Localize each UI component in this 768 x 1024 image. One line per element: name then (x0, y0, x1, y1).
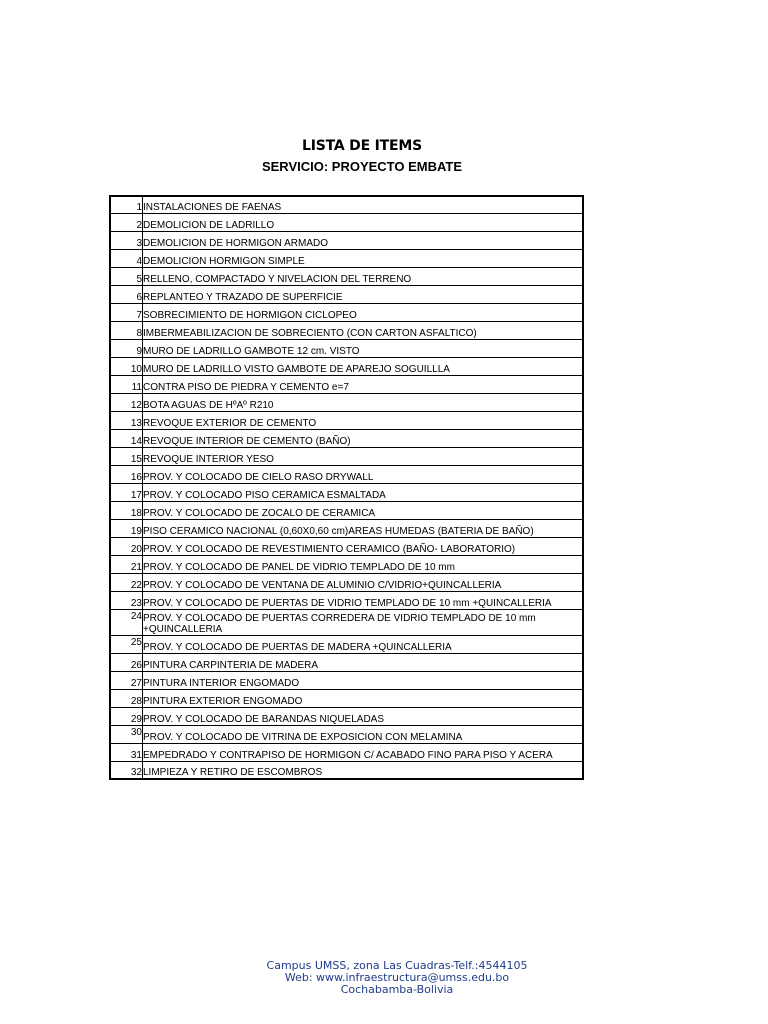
item-number: 31 (110, 743, 143, 761)
table-row (110, 519, 583, 537)
item-number: 2 (110, 213, 143, 231)
items-table-body (110, 196, 583, 779)
table-row (110, 671, 583, 689)
table-row (110, 357, 583, 375)
footer-address: Campus UMSS, zona Las Cuadras-Telf.:4544105 (266, 959, 528, 972)
item-description: REVOQUE INTERIOR DE CEMENTO (BAÑO) (143, 429, 584, 447)
item-description: SOBRECIMIENTO DE HORMIGON CICLOPEO (143, 303, 584, 321)
table-row (110, 267, 583, 285)
table-row (110, 555, 583, 573)
item-number: 17 (110, 483, 143, 501)
item-description: PROV. Y COLOCADO DE BARANDAS NIQUELADAS (143, 707, 584, 725)
table-row (110, 465, 583, 483)
item-number: 6 (110, 285, 143, 303)
table-row (110, 213, 583, 231)
item-description: PROV. Y COLOCADO DE VITRINA DE EXPOSICION CON MELAMINA (143, 725, 584, 743)
item-number: 12 (110, 393, 143, 411)
item-number: 4 (110, 249, 143, 267)
item-description: CONTRA PISO DE PIEDRA Y CEMENTO e=7 (143, 375, 584, 393)
item-number: 27 (110, 671, 143, 689)
page-title: LISTA DE ITEMS (302, 138, 422, 154)
footer-web: Web: www.infraestructura@umss.edu.bo (284, 971, 510, 984)
item-description: BOTA AGUAS DE HºAº R210 (143, 393, 584, 411)
table-row (110, 321, 583, 339)
item-number: 25 (110, 635, 143, 653)
item-description: PROV. Y COLOCADO DE PUERTAS CORREDERA DE VIDRIO TEMPLADO DE 10 mm +QUINCALLERIA (143, 609, 584, 635)
table-row (110, 375, 583, 393)
item-number: 15 (110, 447, 143, 465)
item-number: 10 (110, 357, 143, 375)
table-row (110, 447, 583, 465)
table-row (110, 501, 583, 519)
item-number: 1 (110, 196, 143, 213)
footer (0, 960, 768, 996)
item-number: 5 (110, 267, 143, 285)
table-row (110, 339, 583, 357)
item-number: 9 (110, 339, 143, 357)
item-description: PINTURA CARPINTERIA DE MADERA (143, 653, 584, 671)
item-number: 29 (110, 707, 143, 725)
item-description: REVOQUE INTERIOR YESO (143, 447, 584, 465)
item-number: 28 (110, 689, 143, 707)
table-row (110, 249, 583, 267)
page-subtitle: SERVICIO: PROYECTO EMBATE (261, 159, 463, 174)
item-number: 21 (110, 555, 143, 573)
item-description: MURO DE LADRILLO VISTO GAMBOTE DE APAREJO SOGUILLLA (143, 357, 584, 375)
table-row (110, 609, 583, 635)
table-row (110, 743, 583, 761)
item-description: PROV. Y COLOCADO DE REVESTIMIENTO CERAMICO (BAÑO- LABORATORIO) (143, 537, 584, 555)
item-description: DEMOLICION HORMIGON SIMPLE (143, 249, 584, 267)
item-number: 8 (110, 321, 143, 339)
item-description: INSTALACIONES DE FAENAS (143, 201, 282, 213)
table-row (110, 411, 583, 429)
table-row (110, 761, 583, 779)
item-description: PROV. Y COLOCADO DE CIELO RASO DRYWALL (143, 465, 584, 483)
item-description: PROV. Y COLOCADO DE ZOCALO DE CERAMICA (143, 501, 584, 519)
item-description: MURO DE LADRILLO GAMBOTE 12 cm. VISTO (143, 339, 584, 357)
item-number: 11 (110, 375, 143, 393)
item-description: DEMOLICION DE LADRILLO (143, 213, 584, 231)
item-number: 23 (110, 591, 143, 609)
item-number: 13 (110, 411, 143, 429)
item-number: 19 (110, 519, 143, 537)
item-number: 22 (110, 573, 143, 591)
item-description: PROV. Y COLOCADO DE PUERTAS DE MADERA +QUINCALLERIA (143, 635, 584, 653)
item-description: RELLENO, COMPACTADO Y NIVELACION DEL TERRENO (143, 267, 584, 285)
table-row (110, 707, 583, 725)
table-row (110, 393, 583, 411)
items-table (109, 195, 584, 780)
item-number: 24 (110, 609, 143, 635)
item-description: PROV. Y COLOCADO DE PANEL DE VIDRIO TEMPLADO DE 10 mm (143, 555, 584, 573)
item-description: PROV. Y COLOCADO PISO CERAMICA ESMALTADA (143, 483, 584, 501)
table-row (110, 689, 583, 707)
table-row (110, 591, 583, 609)
item-number: 30 (110, 725, 143, 743)
item-description: PINTURA EXTERIOR ENGOMADO (143, 689, 584, 707)
table-row (110, 303, 583, 321)
item-number: 20 (110, 537, 143, 555)
item-number: 32 (110, 761, 143, 779)
table-row (110, 537, 583, 555)
table-row (110, 573, 583, 591)
item-description: PROV. Y COLOCADO DE PUERTAS DE VIDRIO TEMPLADO DE 10 mm +QUINCALLERIA (143, 591, 584, 609)
table-row (110, 635, 583, 653)
table-row (110, 725, 583, 743)
table-row (110, 429, 583, 447)
table-row (110, 231, 583, 249)
item-description: LIMPIEZA Y RETIRO DE ESCOMBROS (143, 761, 584, 779)
item-description: PROV. Y COLOCADO DE VENTANA DE ALUMINIO C/VIDRIO+QUINCALLERIA (143, 573, 584, 591)
item-number: 3 (110, 231, 143, 249)
table-row (110, 653, 583, 671)
item-number: 14 (110, 429, 143, 447)
item-description: DEMOLICION DE HORMIGON ARMADO (143, 231, 584, 249)
table-row (110, 196, 583, 213)
item-number: 7 (110, 303, 143, 321)
item-number: 18 (110, 501, 143, 519)
footer-city: Cochabamba-Bolivia (340, 983, 454, 996)
item-description: EMPEDRADO Y CONTRAPISO DE HORMIGON C/ ACABADO FINO PARA PISO Y ACERA (143, 743, 584, 761)
item-description: PINTURA INTERIOR ENGOMADO (143, 671, 584, 689)
item-description: IMBERMEABILIZACION DE SOBRECIENTO (CON CARTON ASFALTICO) (143, 321, 584, 339)
item-description: REPLANTEO Y TRAZADO DE SUPERFICIE (143, 285, 584, 303)
item-number: 26 (110, 653, 143, 671)
item-description: REVOQUE EXTERIOR DE CEMENTO (143, 411, 584, 429)
item-number: 16 (110, 465, 143, 483)
item-description: PISO CERAMICO NACIONAL (0,60X0,60 cm)AREAS HUMEDAS (BATERIA DE BAÑO) (143, 519, 584, 537)
table-row (110, 483, 583, 501)
table-row (110, 285, 583, 303)
